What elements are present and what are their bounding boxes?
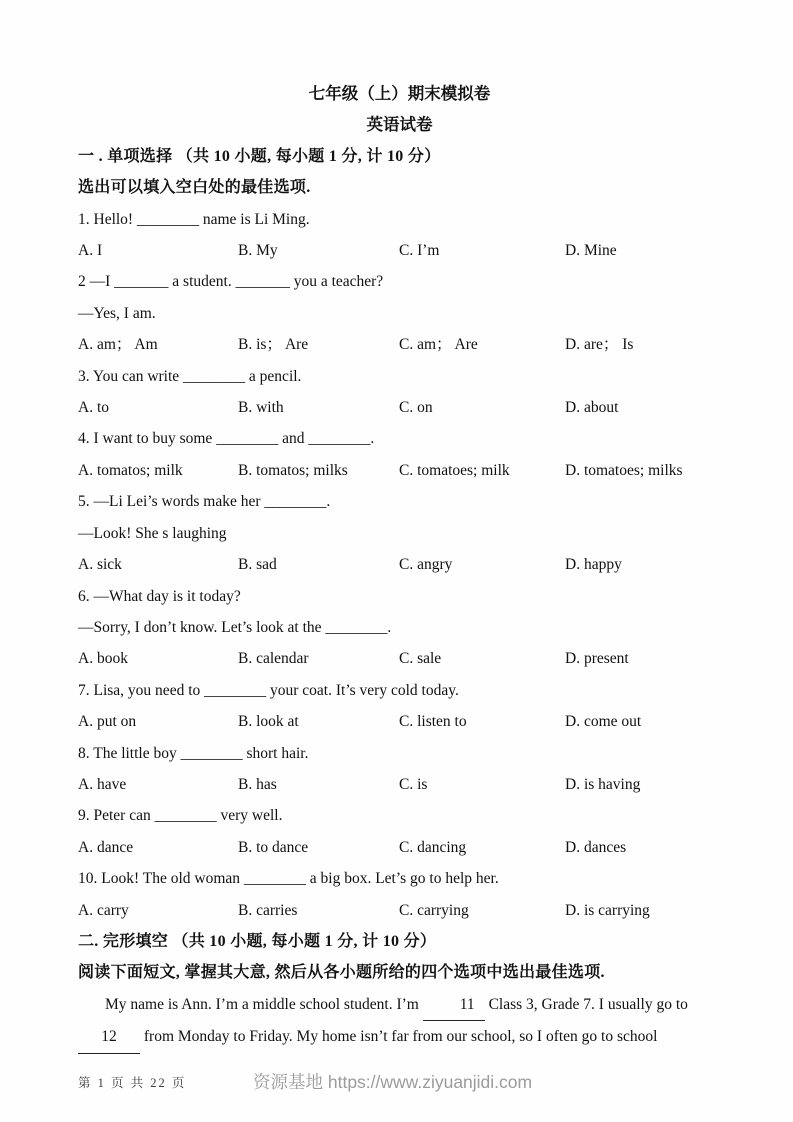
question-text: 4. I want to buy some ________ and ________.: [78, 430, 375, 448]
page-number: 第 1 页 共 22 页: [78, 1076, 187, 1090]
option-d: D. are； Is: [565, 336, 634, 354]
cloze-blank-12: 12: [78, 1021, 140, 1053]
options-row: [78, 235, 721, 266]
option-b: B. has: [238, 775, 277, 793]
option-c: C. is: [399, 775, 428, 793]
cloze-passage-line-1: [78, 989, 721, 1021]
option-c: C. tomatoes; milk: [399, 461, 510, 479]
option-a: A. dance: [78, 838, 134, 856]
question-text: 2 —I _______ a student. _______ you a teacher?: [78, 273, 384, 291]
question-text: 1. Hello! ________ name is Li Ming.: [78, 210, 310, 228]
option-a: A. have: [78, 775, 127, 793]
options-row: [78, 329, 721, 360]
options-row: [78, 392, 721, 423]
passage-text: from Monday to Friday. My home isn’t far from our school, so I often go to school: [140, 1028, 658, 1046]
option-d: D. is having: [565, 775, 641, 793]
option-c: C. dancing: [399, 838, 467, 856]
question-text: 10. Look! The old woman ________ a big box. Let’s go to help her.: [78, 870, 499, 888]
question-block-9: [78, 800, 721, 863]
option-b: B. to dance: [238, 838, 309, 856]
option-c: C. on: [399, 399, 433, 417]
passage-text: My name is Ann. I’m a middle school student. I’m: [105, 995, 423, 1013]
question-text: 6. —What day is it today?: [78, 587, 241, 605]
option-c: C. listen to: [399, 713, 467, 731]
question-block-10: [78, 863, 721, 926]
question-block-7: [78, 675, 721, 738]
options-row: [78, 832, 721, 863]
option-b: B. My: [238, 242, 278, 260]
exam-subtitle: 英语试卷: [366, 115, 433, 135]
question-block-3: [78, 361, 721, 424]
option-a: A. sick: [78, 556, 122, 574]
question-text: 5. —Li Lei’s words make her ________.: [78, 493, 331, 511]
section1-heading: 一 . 单项选择 （共 10 小题, 每小题 1 分, 计 10 分）: [78, 147, 441, 165]
question-block-8: [78, 738, 721, 801]
option-a: A. carry: [78, 901, 129, 919]
question-block-1: [78, 204, 721, 267]
options-row: [78, 769, 721, 800]
cloze-passage-line-2: [78, 1021, 721, 1053]
option-a: A. tomatos; milk: [78, 461, 183, 479]
section2-instruction: 阅读下面短文, 掌握其大意, 然后从各小题所给的四个选项中选出最佳选项.: [78, 964, 605, 982]
passage-text: Class 3, Grade 7. I usually go to: [484, 995, 688, 1013]
option-d: D. present: [565, 650, 629, 668]
option-b: B. sad: [238, 556, 277, 574]
option-a: A. to: [78, 399, 109, 417]
question-text: 8. The little boy ________ short hair.: [78, 744, 309, 762]
option-d: D. tomatoes; milks: [565, 461, 683, 479]
question-block-4: [78, 423, 721, 486]
option-b: B. look at: [238, 713, 299, 731]
cloze-blank-11: 11: [423, 989, 485, 1021]
options-row: [78, 895, 721, 926]
exam-title: 七年级（上）期末模拟卷: [308, 84, 491, 103]
option-b: B. tomatos; milks: [238, 461, 348, 479]
question-block-2: [78, 266, 721, 360]
options-row: [78, 455, 721, 486]
option-b: B. with: [238, 399, 284, 417]
section2-heading: 二. 完形填空 （共 10 小题, 每小题 1 分, 计 10 分）: [78, 932, 437, 950]
options-row: [78, 549, 721, 580]
option-a: A. I: [78, 242, 103, 260]
option-c: C. angry: [399, 556, 453, 574]
option-d: D. happy: [565, 556, 622, 574]
option-a: A. put on: [78, 713, 137, 731]
option-a: A. book: [78, 650, 128, 668]
option-d: D. come out: [565, 713, 642, 731]
question-text: 9. Peter can ________ very well.: [78, 807, 283, 825]
option-c: C. carrying: [399, 901, 469, 919]
options-row: [78, 706, 721, 737]
option-a: A. am； Am: [78, 336, 158, 354]
option-c: C. sale: [399, 650, 442, 668]
option-d: D. Mine: [565, 242, 617, 260]
question-text: 7. Lisa, you need to ________ your coat. It’s very cold today.: [78, 681, 459, 699]
exam-content: [78, 78, 721, 1054]
watermark-link[interactable]: 资源基地 https://www.ziyuanjidi.com: [253, 1072, 533, 1092]
option-c: C. am； Are: [399, 336, 478, 354]
section1-instruction: 选出可以填入空白处的最佳选项.: [78, 179, 311, 197]
option-d: D. about: [565, 399, 619, 417]
question-block-6: [78, 581, 721, 675]
option-b: B. calendar: [238, 650, 309, 668]
question-text-2: —Sorry, I don’t know. Let’s look at the ________.: [78, 618, 392, 636]
question-text-2: —Yes, I am.: [78, 304, 156, 322]
question-block-5: [78, 486, 721, 580]
option-b: B. carries: [238, 901, 298, 919]
option-d: D. dances: [565, 838, 627, 856]
option-b: B. is； Are: [238, 336, 309, 354]
option-d: D. is carrying: [565, 901, 650, 919]
question-text: 3. You can write ________ a pencil.: [78, 367, 302, 385]
options-row: [78, 643, 721, 674]
option-c: C. I’m: [399, 242, 440, 260]
question-text-2: —Look! She s laughing: [78, 524, 227, 542]
